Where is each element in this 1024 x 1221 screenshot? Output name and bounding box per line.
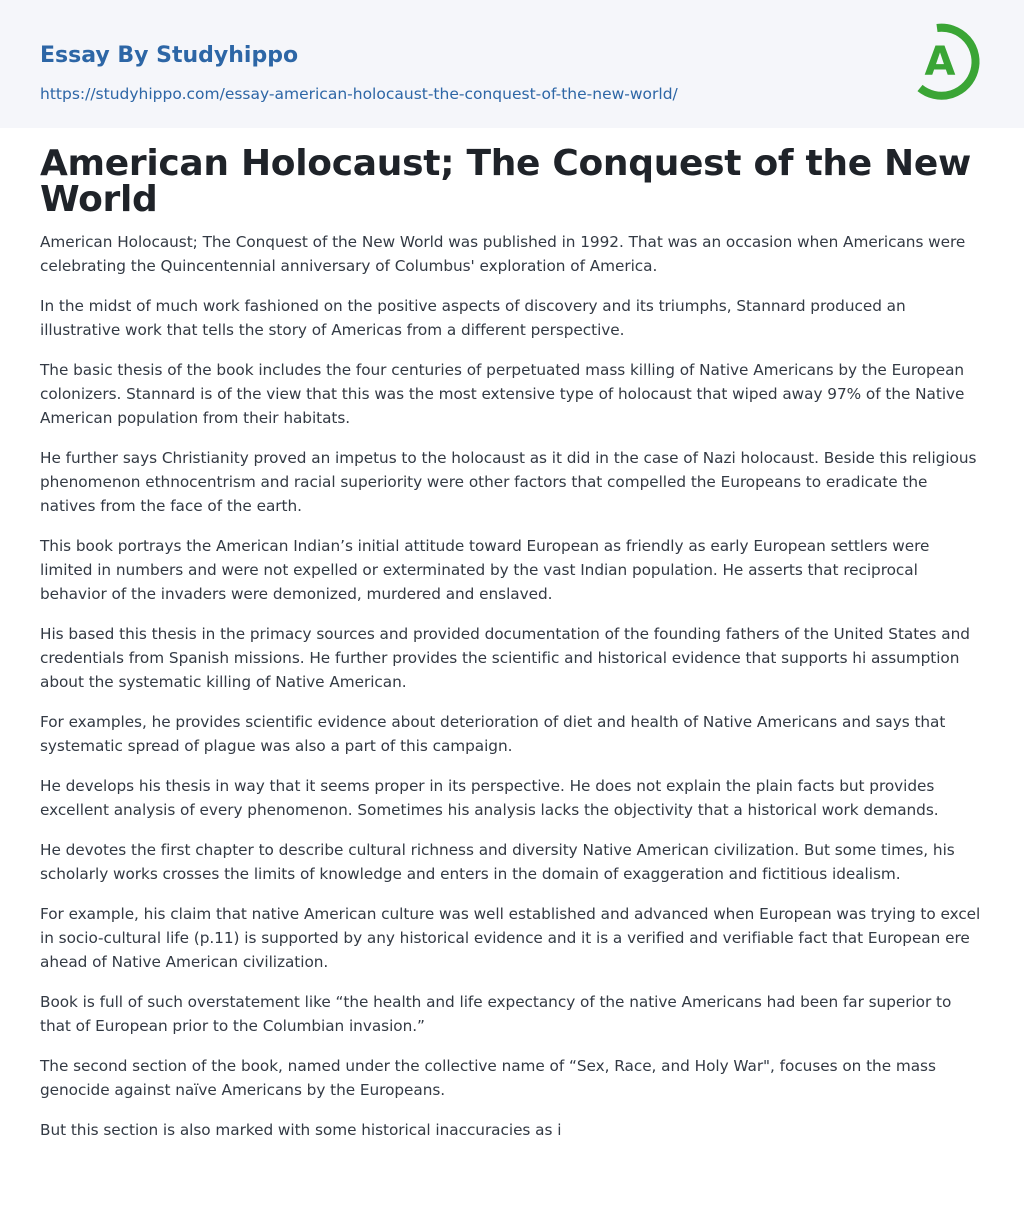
essay-paragraph: In the midst of much work fashioned on the positive aspects of discovery and its triumphs, Stannard produced an illustrative work that tells the story of Americas from a different perspective.: [40, 297, 906, 339]
brand-title: Essay By Studyhippo: [40, 43, 299, 68]
essay-paragraph: The second section of the book, named under the collective name of “Sex, Race, and Holy War", focuses on the mass genocide against naïve Americans by the Europeans.: [40, 1057, 936, 1099]
essay-content: [0, 143, 1024, 1142]
essay-paragraph: This book portrays the American Indian’s initial attitude toward European as friendly as early European settlers were limited in numbers and were not expelled or exterminated by the vast Indian population. He asserts that reciprocal behavior of the invaders were demonized, murdered and enslaved.: [40, 537, 930, 603]
essay-paragraph: For examples, he provides scientific evidence about deterioration of diet and health of Native Americans and says that systematic spread of plague was also a part of this campaign.: [40, 713, 946, 755]
essay-paragraph: He devotes the first chapter to describe cultural richness and diversity Native American civilization. But some times, his scholarly works crosses the limits of knowledge and enters in the domain of exaggeration and fictitious idealism.: [40, 841, 955, 883]
essay-paragraph: For example, his claim that native American culture was well established and advanced when European was trying to excel in socio-cultural life (p.11) is supported by any historical evidence and it is a verified and verifiable fact that European ere ahead of Native American civilization.: [40, 905, 981, 971]
logo-letter: A: [924, 39, 956, 85]
essay-paragraph: American Holocaust; The Conquest of the New World was published in 1992. That was an occasion when Americans were celebrating the Quincentennial anniversary of Columbus' exploration of America.: [40, 233, 966, 275]
essay-title: American Holocaust; The Conquest of the New World: [40, 143, 971, 220]
studyhippo-logo-icon[interactable]: [912, 18, 986, 106]
site-header: [0, 0, 1024, 128]
essay-paragraph: Book is full of such overstatement like “the health and life expectancy of the native Americans had been far superior to that of European prior to the Columbian invasion.”: [40, 993, 952, 1035]
essay-paragraph: His based this thesis in the primacy sources and provided documentation of the founding fathers of the United States and credentials from Spanish missions. He further provides the scientific and historical evidence that supports hi assumption about the systematic killing of Native American.: [40, 625, 970, 691]
source-url-link[interactable]: https://studyhippo.com/essay-american-holocaust-the-conquest-of-the-new-world/: [40, 85, 678, 103]
essay-paragraph: He develops his thesis in way that it seems proper in its perspective. He does not explain the plain facts but provides excellent analysis of every phenomenon. Sometimes his analysis lacks the objectivity that a historical work demands.: [40, 777, 939, 819]
essay-paragraph: He further says Christianity proved an impetus to the holocaust as it did in the case of Nazi holocaust. Beside this religious phenomenon ethnocentrism and racial superiority were other factors that compelled the Europeans to eradicate the natives from the face of the earth.: [40, 449, 977, 515]
essay-paragraph: The basic thesis of the book includes the four centuries of perpetuated mass killing of Native Americans by the European colonizers. Stannard is of the view that this was the most extensive type of holocaust that wiped away 97% of the Native American population from their habitats.: [40, 361, 965, 427]
essay-paragraph: But this section is also marked with some historical inaccuracies as i: [40, 1121, 562, 1139]
